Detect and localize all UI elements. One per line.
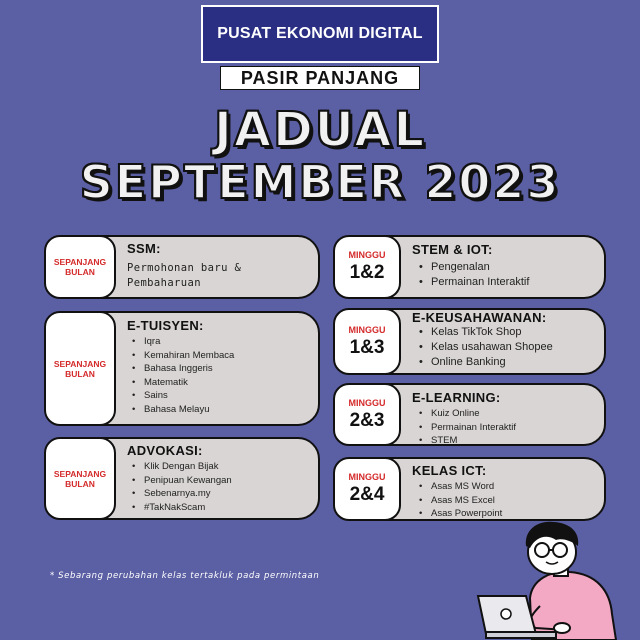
list-item: • Sains [132, 389, 234, 403]
location-label [220, 66, 420, 90]
list-item: • Penipuan Kewangan [132, 474, 232, 488]
list-item: • Asas Powerpoint [419, 507, 502, 521]
page-title-line1: JADUAL [213, 102, 427, 158]
header-banner [201, 5, 439, 63]
card-item-list [132, 335, 234, 416]
week-tag [333, 308, 401, 375]
list-item: • Kuiz Online [419, 407, 516, 421]
list-item: • Bahasa Melayu [132, 403, 234, 417]
tag-line2: BULAN [65, 368, 95, 379]
duration-tag [44, 235, 116, 299]
week-tag [333, 457, 401, 521]
list-item: • Asas MS Excel [419, 494, 502, 508]
week-label: MINGGU [348, 472, 386, 482]
list-item: • Matematik [132, 376, 234, 390]
list-item: • Kemahiran Membaca [132, 349, 234, 363]
list-item: • Kelas usahawan Shopee [419, 340, 553, 355]
card-item-list [132, 460, 232, 514]
card-title: ADVOKASI: [127, 443, 203, 458]
card-title: KELAS ICT: [412, 463, 487, 478]
week-tag [333, 383, 401, 446]
card-item-list [419, 407, 516, 448]
week-number: 2&3 [349, 409, 385, 431]
card-item-list [419, 260, 529, 290]
tag-line1: SEPANJANG [53, 468, 107, 479]
week-label: MINGGU [348, 397, 386, 408]
tag-line2: BULAN [65, 478, 95, 489]
page-title-line2: SEPTEMBER 2023 [79, 155, 561, 209]
duration-tag [44, 311, 116, 426]
location-text: PASIR PANJANG [240, 67, 400, 88]
duration-tag [44, 437, 116, 520]
list-item: • Bahasa Inggeris [132, 362, 234, 376]
card-title: SSM: [127, 241, 161, 256]
tag-line2: BULAN [65, 267, 95, 277]
week-label: MINGGU [348, 250, 386, 260]
card-text [127, 261, 241, 291]
list-item: • Sebenarnya.my [132, 487, 232, 501]
week-number: 1&2 [349, 262, 385, 283]
footnote: * Sebarang perubahan kelas tertakluk pada permintaan [50, 571, 320, 581]
person-with-laptop-illustration [470, 518, 640, 640]
list-item: • Asas MS Word [419, 480, 502, 494]
card-title: STEM & IOT: [412, 242, 493, 257]
card-item-list [419, 325, 553, 370]
card-text-line: Permohonan baru & [127, 262, 242, 274]
week-label: MINGGU [348, 324, 386, 335]
card-title: E-TUISYEN: [127, 318, 204, 333]
week-number: 2&4 [349, 484, 385, 505]
banner-title: PUSAT EKONOMI DIGITAL [217, 25, 423, 42]
list-item: • Kelas TikTok Shop [419, 325, 553, 340]
list-item: • Pengenalan [419, 260, 529, 275]
list-item: • Iqra [132, 335, 234, 349]
list-item: • Permainan Interaktif [419, 421, 516, 435]
card-item-list [419, 480, 502, 521]
card-title: E-KEUSAHAWANAN: [412, 310, 547, 325]
tag-line1: SEPANJANG [53, 257, 107, 267]
list-item: • Online Banking [419, 355, 553, 370]
list-item: • #TakNakScam [132, 501, 232, 515]
list-item: • STEM [419, 434, 516, 448]
card-text-line: Pembaharuan [127, 277, 201, 289]
card-title: E-LEARNING: [412, 390, 501, 405]
list-item: • Klik Dengan Bijak [132, 460, 232, 474]
week-tag [333, 235, 401, 299]
tag-line1: SEPANJANG [53, 358, 107, 369]
list-item: • Permainan Interaktif [419, 275, 529, 290]
week-number: 1&3 [349, 336, 385, 358]
